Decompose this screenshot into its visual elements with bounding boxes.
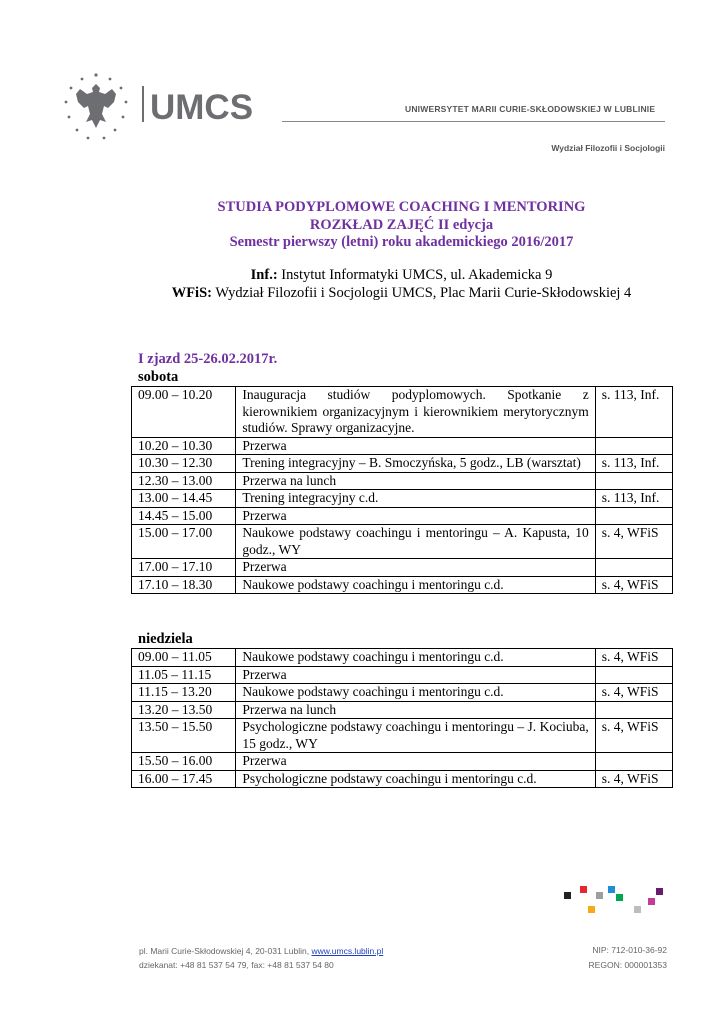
description-cell: Przerwa xyxy=(236,559,595,577)
room-cell xyxy=(595,472,672,490)
room-cell: s. 113, Inf. xyxy=(595,387,672,438)
time-cell: 11.05 – 11.15 xyxy=(132,666,236,684)
time-cell: 10.20 – 10.30 xyxy=(132,437,236,455)
time-cell: 15.00 – 17.00 xyxy=(132,525,236,559)
room-cell xyxy=(595,507,672,525)
square-mark xyxy=(634,906,641,913)
description-cell: Psychologiczne podstawy coachingu i mentoringu c.d. xyxy=(236,770,595,788)
room-cell: s. 4, WFiS xyxy=(595,576,672,594)
room-cell: s. 113, Inf. xyxy=(595,455,672,473)
time-cell: 13.50 – 15.50 xyxy=(132,719,236,753)
table-row xyxy=(132,490,673,508)
table-row xyxy=(132,701,673,719)
footer-address xyxy=(139,946,383,956)
table-row xyxy=(132,507,673,525)
time-cell: 15.50 – 16.00 xyxy=(132,753,236,771)
description-cell: Przerwa na lunch xyxy=(236,701,595,719)
time-cell: 13.00 – 14.45 xyxy=(132,490,236,508)
title-line-2: ROZKŁAD ZAJĘĆ II edycja xyxy=(309,217,494,233)
room-cell: s. 4, WFiS xyxy=(595,770,672,788)
session-heading: I zjazd 25-26.02.2017r. xyxy=(138,351,278,367)
table-row xyxy=(132,525,673,559)
description-cell: Naukowe podstawy coachingu i mentoringu – A. Kapusta, 10 godz., WY xyxy=(236,525,595,559)
room-cell: s. 113, Inf. xyxy=(595,490,672,508)
footer-nip: NIP: 712-010-36-92 xyxy=(592,945,667,955)
room-cell: s. 4, WFiS xyxy=(595,684,672,702)
table-row xyxy=(132,472,673,490)
description-cell: Przerwa xyxy=(236,507,595,525)
table-row xyxy=(132,455,673,473)
room-cell xyxy=(595,559,672,577)
room-cell xyxy=(595,701,672,719)
schedule-table-saturday xyxy=(131,386,673,594)
description-cell: Trening integracyjny – B. Smoczyńska, 5 godz., LB (warsztat) xyxy=(236,455,595,473)
faculty-name: Wydział Filozofii i Socjologii xyxy=(551,143,665,153)
description-cell: Naukowe podstawy coachingu i mentoringu c.d. xyxy=(236,649,595,667)
room-cell: s. 4, WFiS xyxy=(595,719,672,753)
wfis-label: WFiS: xyxy=(171,285,212,301)
umcs-logo xyxy=(60,72,265,144)
description-cell: Przerwa xyxy=(236,753,595,771)
logo-text: UMCS xyxy=(150,88,254,127)
address-text: pl. Marii Curie-Skłodowskiej 4, 20-031 Lublin, xyxy=(139,946,312,956)
time-cell: 09.00 – 11.05 xyxy=(132,649,236,667)
time-cell: 17.10 – 18.30 xyxy=(132,576,236,594)
time-cell: 14.45 – 15.00 xyxy=(132,507,236,525)
table-row xyxy=(132,719,673,753)
description-cell: Psychologiczne podstawy coachingu i mentoringu – J. Kociuba, 15 godz., WY xyxy=(236,719,595,753)
description-cell: Przerwa xyxy=(236,437,595,455)
time-cell: 10.30 – 12.30 xyxy=(132,455,236,473)
time-cell: 12.30 – 13.00 xyxy=(132,472,236,490)
title-line-1: STUDIA PODYPLOMOWE COACHING I MENTORING xyxy=(217,199,586,215)
square-mark xyxy=(616,894,623,901)
schedule-table-sunday xyxy=(131,648,673,788)
header-divider xyxy=(282,121,665,122)
description-cell: Inauguracja studiów podyplomowych. Spotkanie z kierownikiem organizacyjnym i kierownikiem merytorycznym studiów. Sprawy organizacyjne. xyxy=(236,387,595,438)
info-inf xyxy=(0,266,725,284)
table-row xyxy=(132,753,673,771)
time-cell: 16.00 – 17.45 xyxy=(132,770,236,788)
room-cell xyxy=(595,666,672,684)
table-row xyxy=(132,666,673,684)
day-label-saturday: sobota xyxy=(138,369,179,385)
room-cell: s. 4, WFiS xyxy=(595,525,672,559)
square-mark xyxy=(588,906,595,913)
table-row xyxy=(132,770,673,788)
time-cell: 17.00 – 17.10 xyxy=(132,559,236,577)
wfis-text: Wydział Filozofii i Socjologii UMCS, Plac Marii Curie-Skłodowskiej 4 xyxy=(211,285,632,301)
room-cell xyxy=(595,437,672,455)
table-row xyxy=(132,559,673,577)
time-cell: 13.20 – 13.50 xyxy=(132,701,236,719)
time-cell: 09.00 – 10.20 xyxy=(132,387,236,438)
day-label-sunday: niedziela xyxy=(138,631,193,647)
square-mark xyxy=(596,892,603,899)
description-cell: Trening integracyjny c.d. xyxy=(236,490,595,508)
description-cell: Naukowe podstawy coachingu i mentoringu c.d. xyxy=(236,576,595,594)
university-name: UNIWERSYTET MARII CURIE-SKŁODOWSKIEJ W LUBLINIE xyxy=(405,104,656,114)
inf-label: Inf.: xyxy=(250,267,278,283)
inf-text: Instytut Informatyki UMCS, ul. Akademicka 9 xyxy=(277,267,553,283)
table-row xyxy=(132,387,673,438)
decorative-squares xyxy=(560,886,668,916)
footer-phone: dziekanat: +48 81 537 54 79, fax: +48 81 537 54 80 xyxy=(139,960,334,970)
table-row xyxy=(132,437,673,455)
description-cell: Naukowe podstawy coachingu i mentoringu c.d. xyxy=(236,684,595,702)
eagle-emblem-icon xyxy=(60,72,265,144)
description-cell: Przerwa na lunch xyxy=(236,472,595,490)
table-row xyxy=(132,649,673,667)
table-row xyxy=(132,576,673,594)
table-row xyxy=(132,684,673,702)
square-mark xyxy=(648,898,655,905)
square-mark xyxy=(564,892,571,899)
time-cell: 11.15 – 13.20 xyxy=(132,684,236,702)
square-mark xyxy=(608,886,615,893)
square-mark xyxy=(580,886,587,893)
info-wfis xyxy=(0,284,725,302)
square-mark xyxy=(656,888,663,895)
title-line-3: Semestr pierwszy (letni) roku akademickiego 2016/2017 xyxy=(229,234,574,250)
description-cell: Przerwa xyxy=(236,666,595,684)
room-cell xyxy=(595,753,672,771)
footer-regon: REGON: 000001353 xyxy=(588,960,667,970)
website-link[interactable]: www.umcs.lublin.pl xyxy=(311,946,384,956)
room-cell: s. 4, WFiS xyxy=(595,649,672,667)
